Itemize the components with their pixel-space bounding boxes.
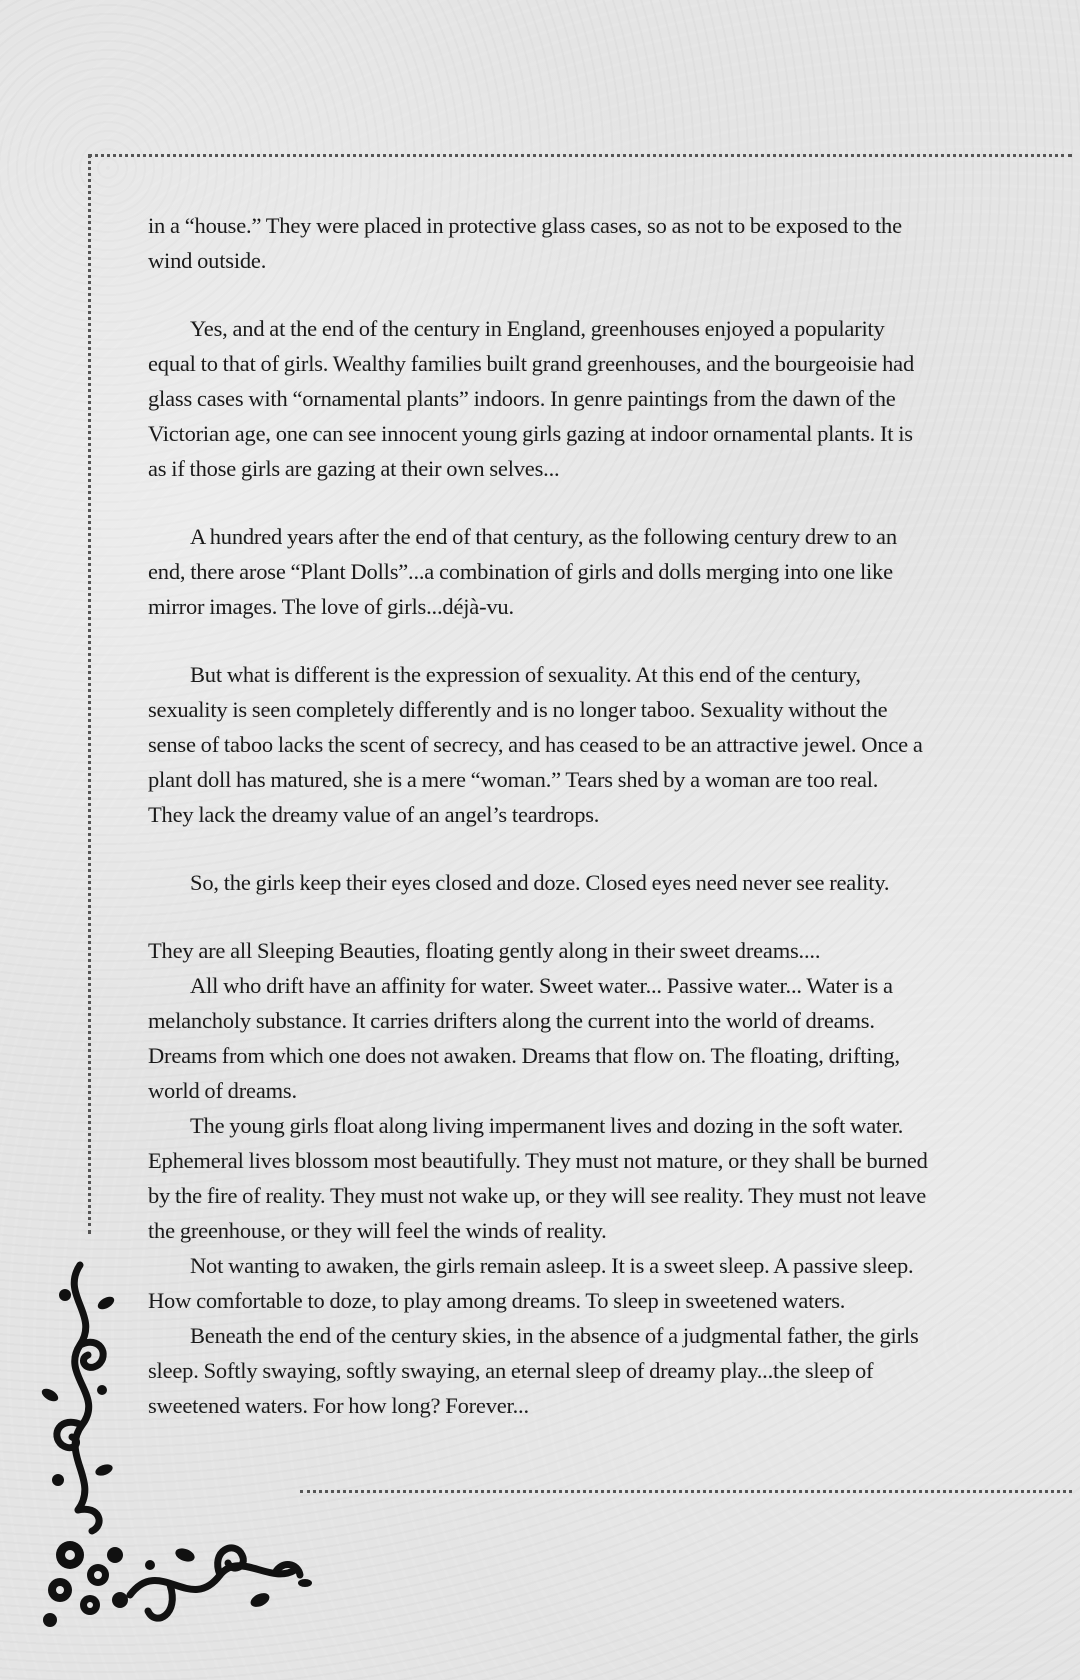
paragraph-8: The young girls float along living impermanent lives and dozing in the soft water. Ephemeral lives blossom most beautifully. They must not mature, or they shall be burned by the fire of reality. They must not wake up, or they will see reality. They must not leave the greenhouse, or they will feel the winds of reality.	[148, 1113, 928, 1243]
paragraph-9: Not wanting to awaken, the girls remain asleep. It is a sweet sleep. A passive sleep. How comfortable to doze, to play among dreams. To sleep in sweetened waters.	[148, 1253, 914, 1313]
paragraph-3: A hundred years after the end of that century, as the following century drew to an end, there arose “Plant Dolls”...a combination of girls and dolls merging into one like mirror images. The love of girls...déjà-vu.	[148, 524, 897, 619]
dotted-border-left	[88, 154, 91, 1234]
paragraph-6: They are all Sleeping Beauties, floating gently along in their sweet dreams....	[148, 938, 821, 963]
body-text	[148, 208, 928, 1423]
dotted-border-bottom	[300, 1490, 1072, 1493]
floral-corner-ornament-icon	[20, 1255, 320, 1635]
dotted-border-top	[88, 154, 1072, 157]
paragraph-7: All who drift have an affinity for water. Sweet water... Passive water... Water is a melancholy substance. It carries drifters along the current into the world of dreams. Dreams from which one does not awaken. Dreams that flow on. The floating, drifting, world of dreams.	[148, 973, 900, 1103]
paragraph-1: in a “house.” They were placed in protective glass cases, so as not to be exposed to the wind outside.	[148, 213, 902, 273]
paragraph-5: So, the girls keep their eyes closed and doze. Closed eyes need never see reality.	[190, 870, 890, 895]
paragraph-2: Yes, and at the end of the century in England, greenhouses enjoyed a popularity equal to that of girls. Wealthy families built grand greenhouses, and the bourgeoisie had glass cases with “ornamental plants” indoors. In genre paintings from the dawn of the Victorian age, one can see innocent young girls gazing at indoor ornamental plants. It is as if those girls are gazing at their own selves...	[148, 316, 914, 481]
paragraph-10: Beneath the end of the century skies, in the absence of a judgmental father, the girls sleep. Softly swaying, softly swaying, an eternal sleep of dreamy play...the sleep of sweetened waters. For how long? Forever...	[148, 1323, 919, 1418]
paragraph-4: But what is different is the expression of sexuality. At this end of the century, sexuality is seen completely differently and is no longer taboo. Sexuality without the sense of taboo lacks the scent of secrecy, and has ceased to be an attractive jewel. Once a plant doll has matured, she is a mere “woman.” Tears shed by a woman are too real. They lack the dreamy value of an angel’s teardrops.	[148, 662, 923, 827]
